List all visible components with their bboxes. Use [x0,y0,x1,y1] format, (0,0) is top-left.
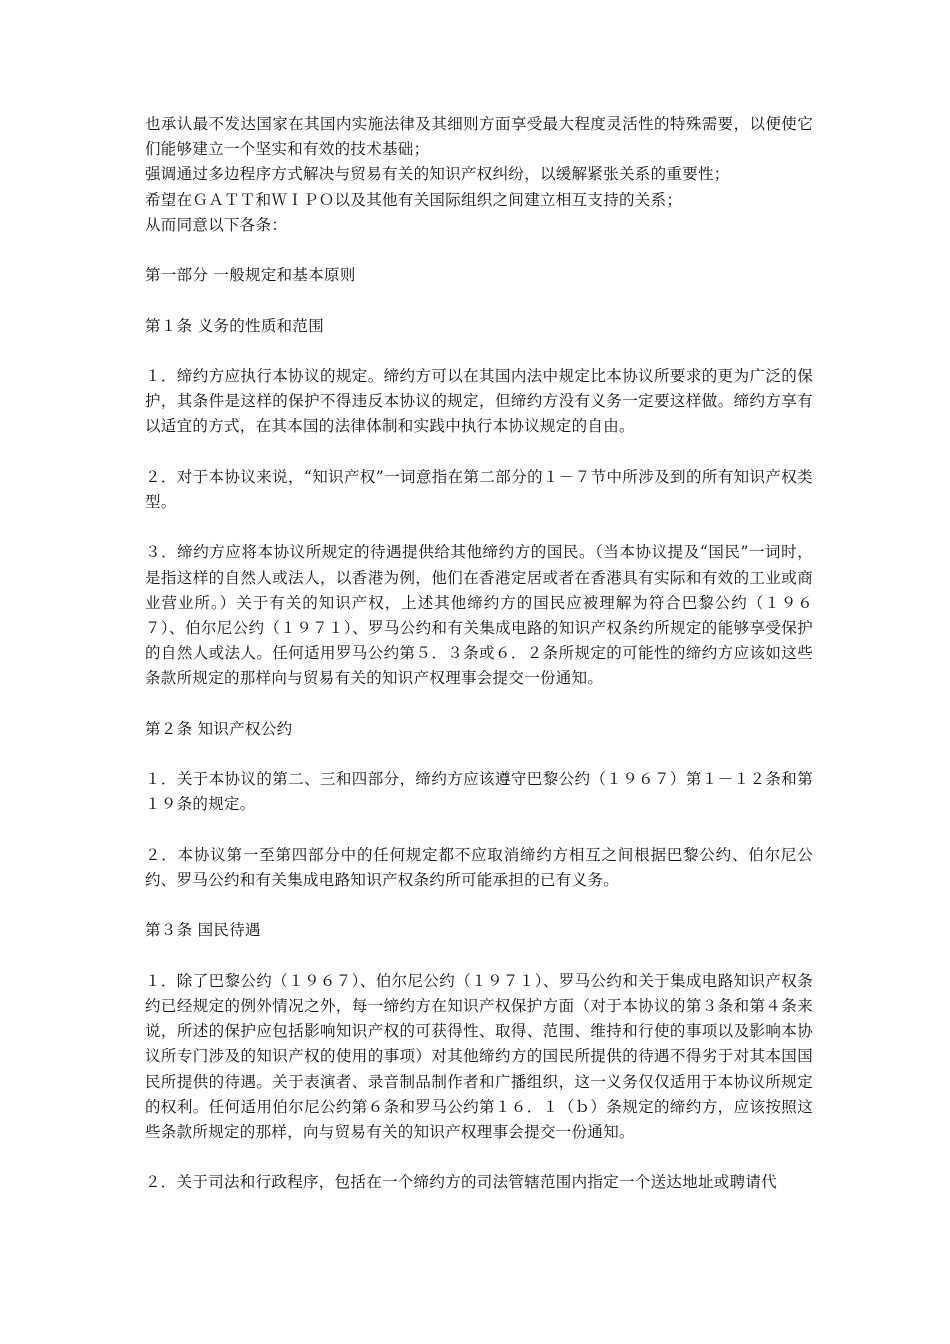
article-1-title: 第１条 义务的性质和范围 [145,316,325,335]
article-2-paragraph-2: ２．本协议第一至第四部分中的任何规定都不应取消缔约方相互之间根据巴黎公约、伯尔尼公约、罗马公约和有关集成电路知识产权条约所可能承担的已有义务。 [145,845,813,889]
intro-paragraph-2: 强调通过多边程序方式解决与贸易有关的知识产权纠纷，以缓解紧张关系的重要性； [145,165,730,184]
article-1-paragraph-1: １．缔约方应执行本协议的规定。缔约方可以在其国内法中规定比本协议所要求的更为广泛的保护，其条件是这样的保护不得违反本协议的规定，但缔约方没有义务一定要这样做。缔约方享有以适宜的方式，在其本国的法律体制和实践中执行本协议规定的自由。 [145,366,813,436]
part-one-title: 第一部分 一般规定和基本原则 [145,266,356,285]
article-3-paragraph-2: ２．关于司法和行政程序，包括在一个缔约方的司法管辖范围内指定一个送达地址或聘请代 [145,1173,778,1192]
article-1-paragraph-2: ２．对于本协议来说，“知识产权”一词意指在第二部分的１－７节中所涉及到的所有知识产权类型。 [145,467,813,511]
article-3-title: 第３条 国民待遇 [145,921,261,940]
article-2-title: 第２条 知识产权公约 [145,719,293,738]
intro-paragraph-4: 从而同意以下各条： [145,215,288,234]
article-3-paragraph-1: １．除了巴黎公约（１９６７）、伯尔尼公约（１９７１）、罗马公约和关于集成电路知识产权条约已经规定的例外情况之外，每一缔约方在知识产权保护方面（对于本协议的第３条和第４条来说，所述的保护应包括影响知识产权的可获得性、取得、范围、维持和行使的事项以及影响本协议所专门涉及的知识产权的使用的事项）对其他缔约方的国民所提供的待遇不得劣于对其本国国民所提供的待遇。关于表演者、录音制品制作者和广播组织，这一义务仅仅适用于本协议所规定的权利。任何适用伯尔尼公约第６条和罗马公约第１６．１（ｂ）条规定的缔约方，应该按照这些条款所规定的那样，向与贸易有关的知识产权理事会提交一份通知。 [145,971,813,1141]
article-2-paragraph-1: １．关于本协议的第二、三和四部分，缔约方应该遵守巴黎公约（１９６７）第１－１２条和第１９条的规定。 [145,770,813,814]
intro-paragraph-3: 希望在ＧＡＴＴ和ＷＩＰＯ以及其他有关国际组织之间建立相互支持的关系； [145,190,683,209]
intro-paragraph-1: 也承认最不发达国家在其国内实施法律及其细则方面享受最大程度灵活性的特殊需要，以便使它们能够建立一个坚实和有效的技术基础； [145,115,813,159]
document-page [145,112,813,1196]
article-1-paragraph-3: ３．缔约方应将本协议所规定的待遇提供给其他缔约方的国民。（当本协议提及“国民”一词时，是指这样的自然人或法人，以香港为例，他们在香港定居或者在香港具有实际和有效的工业或商业营业所。）关于有关的知识产权，上述其他缔约方的国民应被理解为符合巴黎公约（１９６７）、伯尔尼公约（１９７１）、罗马公约和有关集成电路的知识产权条约所规定的能够享受保护的自然人或法人。任何适用罗马公约第５．３条或６．２条所规定的可能性的缔约方应该如这些条款所规定的那样向与贸易有关的知识产权理事会提交一份通知。 [145,543,813,688]
